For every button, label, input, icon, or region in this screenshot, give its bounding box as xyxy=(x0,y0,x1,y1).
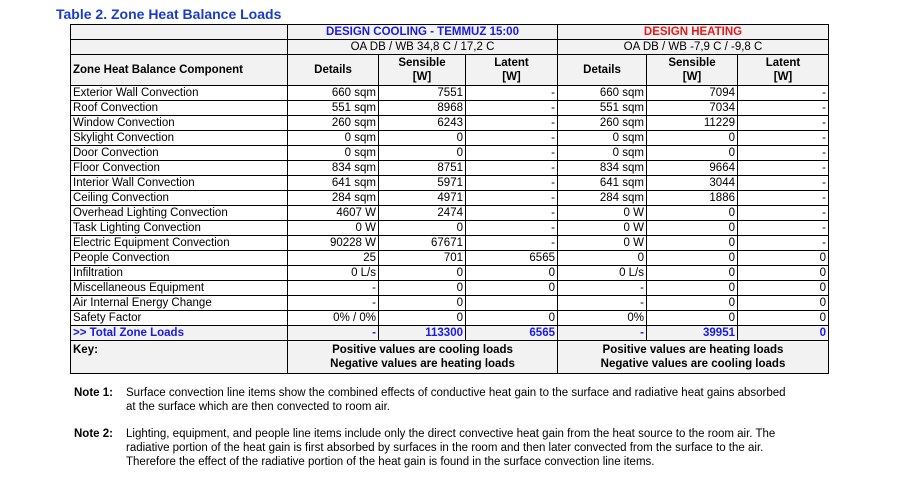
heating-sensible-header xyxy=(647,55,738,86)
note-line: Lighting, equipment, and people line items include only the direct convective heat gain from the heat source to the room air. The xyxy=(126,428,776,440)
unit-label: [W] xyxy=(412,71,432,83)
cell-h-sen: 0 xyxy=(647,296,738,311)
cell-c-sen: 0 xyxy=(379,131,466,146)
note-line: at the surface which are then convected to room air. xyxy=(126,401,391,413)
cell-h-det: 0 xyxy=(558,251,647,266)
cell-h-det: 660 sqm xyxy=(558,86,647,101)
cell-c-det: 834 sqm xyxy=(288,161,379,176)
table-row xyxy=(71,116,829,131)
cell-h-lat: - xyxy=(738,131,829,146)
cell-h-lat: - xyxy=(738,176,829,191)
cell-c-lat: - xyxy=(466,206,558,221)
total-heating-sensible: 39951 xyxy=(647,326,738,341)
table-row xyxy=(71,86,829,101)
cell-h-det: 0 W xyxy=(558,236,647,251)
cell-h-lat: - xyxy=(738,101,829,116)
cell-c-det: 284 sqm xyxy=(288,191,379,206)
cell-c-det: 260 sqm xyxy=(288,116,379,131)
total-cooling-sensible: 113300 xyxy=(379,326,466,341)
note-label: Note 1: xyxy=(74,387,113,399)
cell-c-lat xyxy=(466,296,558,311)
table-title: Table 2. Zone Heat Balance Loads xyxy=(56,6,282,22)
cell-c-lat: - xyxy=(466,176,558,191)
cell-h-sen: 0 xyxy=(647,281,738,296)
cell-h-sen: 1886 xyxy=(647,191,738,206)
note-text xyxy=(126,386,836,414)
note-text xyxy=(126,427,836,469)
component-name: Electric Equipment Convection xyxy=(71,236,288,251)
cell-h-lat: - xyxy=(738,146,829,161)
cell-h-lat: - xyxy=(738,86,829,101)
cell-c-det: - xyxy=(288,281,379,296)
component-name: Door Convection xyxy=(71,146,288,161)
cell-c-sen: 0 xyxy=(379,146,466,161)
component-name: Task Lighting Convection xyxy=(71,221,288,236)
cell-c-lat: - xyxy=(466,161,558,176)
cell-c-lat: - xyxy=(466,86,558,101)
cell-c-lat: - xyxy=(466,221,558,236)
note-label: Note 2: xyxy=(74,428,113,440)
key-label: Key: xyxy=(71,341,288,374)
cell-h-det: 0 L/s xyxy=(558,266,647,281)
key-text: Negative values are heating loads xyxy=(330,358,515,370)
cell-h-lat: - xyxy=(738,206,829,221)
total-label: >> Total Zone Loads xyxy=(71,326,288,341)
heating-title: DESIGN HEATING xyxy=(558,25,829,40)
key-text: Positive values are heating loads xyxy=(602,344,784,356)
cell-h-lat: - xyxy=(738,221,829,236)
table-row xyxy=(71,251,829,266)
key-row xyxy=(71,341,829,374)
cell-c-lat: - xyxy=(466,146,558,161)
table-row xyxy=(71,131,829,146)
cell-c-det: 551 sqm xyxy=(288,101,379,116)
cell-c-sen: 2474 xyxy=(379,206,466,221)
cell-c-sen: 0 xyxy=(379,311,466,326)
cell-c-sen: 0 xyxy=(379,221,466,236)
cell-h-sen: 0 xyxy=(647,131,738,146)
cell-c-sen: 0 xyxy=(379,266,466,281)
unit-label: [W] xyxy=(502,71,521,83)
component-name: Safety Factor xyxy=(71,311,288,326)
cell-c-sen: 6243 xyxy=(379,116,466,131)
cell-h-det: 284 sqm xyxy=(558,191,647,206)
cell-h-sen: 0 xyxy=(647,251,738,266)
cell-h-det: 0 sqm xyxy=(558,146,647,161)
cell-h-det: 834 sqm xyxy=(558,161,647,176)
component-name: Infiltration xyxy=(71,266,288,281)
cell-h-lat: - xyxy=(738,191,829,206)
cell-h-sen: 7094 xyxy=(647,86,738,101)
header-blank xyxy=(71,25,288,40)
table-row xyxy=(71,161,829,176)
table-row xyxy=(71,296,829,311)
table-row xyxy=(71,236,829,251)
note-line: Surface convection line items show the combined effects of conductive heat gain to the surface and radiative heat gains absorbed xyxy=(126,387,786,399)
table-row xyxy=(71,221,829,236)
key-text: Negative values are cooling loads xyxy=(600,358,786,370)
cooling-oa-conditions: OA DB / WB 34,8 C / 17,2 C xyxy=(288,40,558,55)
cell-h-det: 0 sqm xyxy=(558,131,647,146)
component-name: Air Internal Energy Change xyxy=(71,296,288,311)
cell-c-det: 90228 W xyxy=(288,236,379,251)
unit-label: [W] xyxy=(682,71,702,83)
note-1 xyxy=(74,386,854,416)
cell-h-lat: 0 xyxy=(738,281,829,296)
cell-c-lat: - xyxy=(466,116,558,131)
cell-c-sen: 0 xyxy=(379,281,466,296)
cell-c-sen: 7551 xyxy=(379,86,466,101)
cell-c-lat: - xyxy=(466,101,558,116)
cell-c-det: 0 L/s xyxy=(288,266,379,281)
cell-h-sen: 3044 xyxy=(647,176,738,191)
cell-h-det: - xyxy=(558,281,647,296)
cell-h-lat: 0 xyxy=(738,251,829,266)
component-name: Ceiling Convection xyxy=(71,191,288,206)
cell-h-sen: 9664 xyxy=(647,161,738,176)
cell-c-lat: - xyxy=(466,131,558,146)
heating-latent-header xyxy=(738,55,829,86)
cell-c-det: 25 xyxy=(288,251,379,266)
cell-c-sen: 4971 xyxy=(379,191,466,206)
cell-h-sen: 0 xyxy=(647,206,738,221)
cell-c-sen: 67671 xyxy=(379,236,466,251)
cell-h-sen: 0 xyxy=(647,146,738,161)
latent-label: Latent xyxy=(494,57,529,69)
cell-h-sen: 0 xyxy=(647,236,738,251)
cell-c-sen: 5971 xyxy=(379,176,466,191)
cell-c-lat: 0 xyxy=(466,311,558,326)
key-text: Positive values are cooling loads xyxy=(332,344,513,356)
component-name: People Convection xyxy=(71,251,288,266)
cooling-key xyxy=(288,341,558,374)
cell-c-det: 0% / 0% xyxy=(288,311,379,326)
cell-c-det: - xyxy=(288,296,379,311)
cell-h-sen: 11229 xyxy=(647,116,738,131)
cell-h-lat: 0 xyxy=(738,266,829,281)
cell-h-lat: - xyxy=(738,161,829,176)
cell-c-lat: 0 xyxy=(466,266,558,281)
zone-heat-balance-table xyxy=(70,24,829,374)
table-row xyxy=(71,176,829,191)
cell-c-lat: 6565 xyxy=(466,251,558,266)
total-cooling-latent: 6565 xyxy=(466,326,558,341)
cell-c-lat: - xyxy=(466,191,558,206)
table-row xyxy=(71,191,829,206)
cell-c-sen: 0 xyxy=(379,296,466,311)
note-line: Therefore the effect of the radiative portion of the heat gain is found in the surface convection line items. xyxy=(126,456,655,468)
cell-c-lat: 0 xyxy=(466,281,558,296)
cell-c-det: 0 sqm xyxy=(288,131,379,146)
total-row xyxy=(71,326,829,341)
cell-h-sen: 0 xyxy=(647,266,738,281)
cell-h-det: 0 W xyxy=(558,221,647,236)
table-row xyxy=(71,206,829,221)
sensible-label: Sensible xyxy=(668,57,716,69)
cell-h-sen: 7034 xyxy=(647,101,738,116)
table-row xyxy=(71,146,829,161)
unit-label: [W] xyxy=(773,71,793,83)
cell-c-det: 0 W xyxy=(288,221,379,236)
component-header: Zone Heat Balance Component xyxy=(71,55,288,86)
cell-h-lat: - xyxy=(738,116,829,131)
cell-h-det: 0 W xyxy=(558,206,647,221)
component-name: Overhead Lighting Convection xyxy=(71,206,288,221)
sensible-label: Sensible xyxy=(398,57,446,69)
cooling-sensible-header xyxy=(379,55,466,86)
heating-details-header: Details xyxy=(558,55,647,86)
cell-h-sen: 0 xyxy=(647,311,738,326)
note-2 xyxy=(74,427,854,471)
cell-h-sen: 0 xyxy=(647,221,738,236)
cell-h-lat: - xyxy=(738,236,829,251)
cell-c-lat: - xyxy=(466,236,558,251)
component-name: Floor Convection xyxy=(71,161,288,176)
cell-h-lat: 0 xyxy=(738,311,829,326)
header-blank xyxy=(71,40,288,55)
latent-label: Latent xyxy=(765,57,801,69)
cell-h-det: 260 sqm xyxy=(558,116,647,131)
cell-h-det: 551 sqm xyxy=(558,101,647,116)
cell-c-det: 0 sqm xyxy=(288,146,379,161)
heating-key xyxy=(558,341,829,374)
cooling-title: DESIGN COOLING - TEMMUZ 15:00 xyxy=(288,25,558,40)
component-name: Interior Wall Convection xyxy=(71,176,288,191)
total-cooling-details: - xyxy=(288,326,379,341)
table-row xyxy=(71,101,829,116)
cell-c-det: 641 sqm xyxy=(288,176,379,191)
cell-c-det: 4607 W xyxy=(288,206,379,221)
total-heating-details: - xyxy=(558,326,647,341)
component-name: Skylight Convection xyxy=(71,131,288,146)
table-row xyxy=(71,311,829,326)
cell-h-det: - xyxy=(558,296,647,311)
component-name: Roof Convection xyxy=(71,101,288,116)
cell-h-lat: 0 xyxy=(738,296,829,311)
component-name: Miscellaneous Equipment xyxy=(71,281,288,296)
cell-h-det: 641 sqm xyxy=(558,176,647,191)
component-name: Exterior Wall Convection xyxy=(71,86,288,101)
table-row xyxy=(71,266,829,281)
cell-c-det: 660 sqm xyxy=(288,86,379,101)
note-line: radiative portion of the heat gain is first absorbed by surfaces in the room and then later convected from the surface to the air. xyxy=(126,442,764,454)
total-heating-latent: 0 xyxy=(738,326,829,341)
cell-h-det: 0% xyxy=(558,311,647,326)
cooling-latent-header xyxy=(466,55,558,86)
heating-oa-conditions: OA DB / WB -7,9 C / -9,8 C xyxy=(558,40,829,55)
cell-c-sen: 8968 xyxy=(379,101,466,116)
cell-c-sen: 8751 xyxy=(379,161,466,176)
table-row xyxy=(71,281,829,296)
component-name: Window Convection xyxy=(71,116,288,131)
cooling-details-header: Details xyxy=(288,55,379,86)
cell-c-sen: 701 xyxy=(379,251,466,266)
